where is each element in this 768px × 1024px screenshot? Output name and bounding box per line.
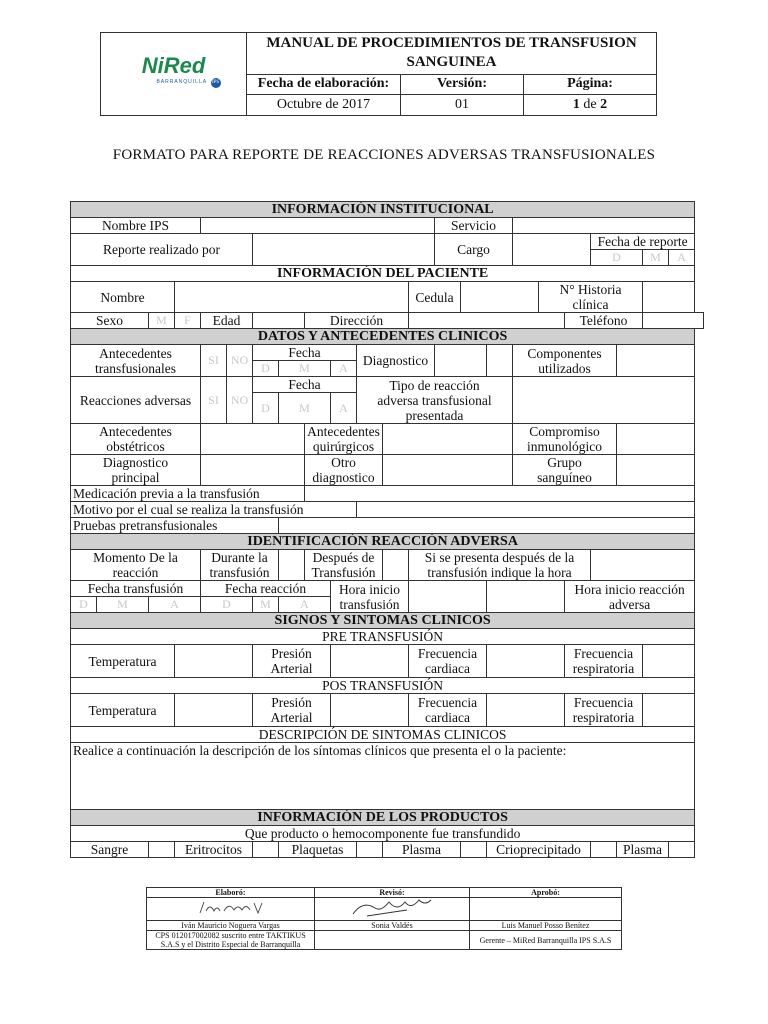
producto-sangre-check[interactable]: [149, 842, 175, 858]
hora-transf-field-2[interactable]: [487, 581, 565, 613]
document-header: [100, 32, 657, 116]
reacciones-no[interactable]: NO: [227, 377, 253, 424]
ant-transf-mes[interactable]: M: [279, 361, 331, 377]
diagnostico-field[interactable]: [435, 345, 487, 377]
fecha-reac-dia[interactable]: D: [201, 597, 253, 613]
logo-text: NiRed: [141, 53, 206, 78]
section-antecedentes: DATOS Y ANTECEDENTES CLINICOS: [71, 329, 695, 345]
fecha-reac-mes[interactable]: M: [253, 597, 279, 613]
pagina-value: 1 de 2: [524, 94, 657, 115]
approval-footer: [146, 887, 622, 950]
logo-subtitle: BARRANQUILLA: [156, 79, 208, 85]
fecha-transf-mes[interactable]: M: [97, 597, 149, 613]
fecha-transf-anio[interactable]: A: [149, 597, 201, 613]
tipo-reaccion-label: Tipo de reacción adversa transfusional presentada: [357, 377, 513, 424]
reporte-por-label: Reporte realizado por: [71, 234, 253, 266]
tipo-reaccion-field[interactable]: [513, 377, 695, 424]
producto-sangre: Sangre: [71, 842, 149, 858]
reacciones-si[interactable]: SI: [201, 377, 227, 424]
section-reaccion: IDENTIFICACIÓN REACCIÓN ADVERSA: [71, 534, 695, 550]
si-se-presenta-label: Si se presenta después de la transfusión indique la hora: [409, 550, 591, 581]
cedula-field[interactable]: [461, 282, 539, 313]
motivo-field[interactable]: [357, 502, 695, 518]
version-label: Versión:: [401, 74, 524, 94]
reviso-name: Sonia Valdés: [315, 921, 470, 931]
reacciones-anio[interactable]: A: [331, 393, 357, 424]
hora-reac-label: Hora inicio reacción adversa: [565, 581, 695, 613]
nombre-label: Nombre: [71, 282, 175, 313]
aprobo-signature: [470, 898, 622, 921]
sexo-m[interactable]: M: [149, 313, 175, 329]
pruebas-label: Pruebas pretransfusionales: [71, 518, 279, 534]
servicio-label: Servicio: [435, 218, 513, 234]
fecha-reac-anio[interactable]: A: [279, 597, 331, 613]
fecha-elaboracion-value: Octubre de 2017: [247, 94, 401, 115]
pagina-label: Página:: [524, 74, 657, 94]
pos-presion-field[interactable]: [331, 694, 409, 727]
sexo-label: Sexo: [71, 313, 149, 329]
reacciones-fecha-label: Fecha: [253, 377, 357, 393]
pre-temperatura-label: Temperatura: [71, 645, 175, 678]
ant-transf-anio[interactable]: A: [331, 361, 357, 377]
fecha-elaboracion-label: Fecha de elaboración:: [247, 74, 401, 94]
hora-transf-field[interactable]: [409, 581, 487, 613]
durante-check[interactable]: [279, 550, 305, 581]
edad-label: Edad: [201, 313, 253, 329]
diagnostico-label: Diagnostico: [357, 345, 435, 377]
historia-label: N° Historia clínica: [539, 282, 643, 313]
ant-transf-no[interactable]: NO: [227, 345, 253, 377]
diag-principal-label: Diagnostico principal: [71, 455, 201, 486]
pos-fr-field[interactable]: [643, 694, 695, 727]
grupo-label: Grupo sanguíneo: [513, 455, 617, 486]
componentes-field[interactable]: [617, 345, 695, 377]
inmunologico-label: Compromiso inmunológico: [513, 424, 617, 455]
fecha-transf-dia[interactable]: D: [71, 597, 97, 613]
producto-plasma-2-check[interactable]: [669, 842, 695, 858]
reviso-label: Revisó:: [315, 888, 470, 898]
pos-transfusion-label: POS TRANSFUSIÓN: [71, 678, 695, 694]
despues-label: Después de Transfusión: [305, 550, 383, 581]
reviso-signature: [315, 898, 470, 921]
reacciones-mes[interactable]: M: [279, 393, 331, 424]
reporte-por-field[interactable]: [253, 234, 435, 266]
historia-field[interactable]: [643, 282, 695, 313]
pre-fc-field[interactable]: [487, 645, 565, 678]
fecha-reac-label: Fecha reacción: [201, 581, 331, 597]
medicacion-label: Medicación previa a la transfusión: [71, 486, 305, 502]
telefono-field[interactable]: [643, 313, 704, 329]
pre-fr-label: Frecuencia respiratoria: [565, 645, 643, 678]
section-signos: SIGNOS Y SINTOMAS CLINICOS: [71, 613, 695, 629]
ant-transf-dia[interactable]: D: [253, 361, 279, 377]
producto-plasma: Plasma: [383, 842, 461, 858]
telefono-label: Teléfono: [565, 313, 643, 329]
section-institucional: INFORMACIÓN INSTITUCIONAL: [71, 202, 695, 218]
elaboro-name: Iván Mauricio Noguera Vargas: [147, 921, 315, 931]
cedula-label: Cedula: [409, 282, 461, 313]
servicio-field[interactable]: [513, 218, 695, 234]
form-title: FORMATO PARA REPORTE DE REACCIONES ADVERSAS TRANSFUSIONALES: [112, 147, 656, 163]
logo-badge: IPS: [211, 78, 221, 88]
pre-transfusion-label: PRE TRANSFUSIÓN: [71, 629, 695, 645]
pos-temperatura-field[interactable]: [175, 694, 253, 727]
section-paciente: INFORMACIÓN DEL PACIENTE: [71, 266, 695, 282]
pos-fc-field[interactable]: [487, 694, 565, 727]
quirurgicos-label: Antecedentes quirúrgicos: [305, 424, 383, 455]
durante-label: Durante la transfusión: [201, 550, 279, 581]
reacciones-dia[interactable]: D: [253, 393, 279, 424]
momento-label: Momento De la reacción: [71, 550, 201, 581]
producto-plasma-2: Plasma: [617, 842, 669, 858]
nombre-ips-field[interactable]: [201, 218, 435, 234]
edad-field[interactable]: [253, 313, 305, 329]
producto-plaquetas: Plaquetas: [279, 842, 357, 858]
report-form: [70, 201, 704, 858]
producto-plaquetas-check[interactable]: [357, 842, 383, 858]
motivo-label: Motivo por el cual se realiza la transfusión: [71, 502, 357, 518]
pre-presion-field[interactable]: [331, 645, 409, 678]
manual-title: MANUAL DE PROCEDIMIENTOS DE TRANSFUSION SANGUINEA: [247, 33, 657, 75]
cargo-field[interactable]: [513, 234, 591, 266]
reviso-role: [315, 931, 470, 950]
aprobo-name: Luis Manuel Posso Benítez: [470, 921, 622, 931]
hora-despues-field[interactable]: [591, 550, 695, 581]
version-value: 01: [401, 94, 524, 115]
medicacion-field[interactable]: [305, 486, 695, 502]
pre-fr-field[interactable]: [643, 645, 695, 678]
obstetricos-field[interactable]: [201, 424, 305, 455]
pre-temperatura-field[interactable]: [175, 645, 253, 678]
pos-fr-label: Frecuencia respiratoria: [565, 694, 643, 727]
producto-eritrocitos-check[interactable]: [253, 842, 279, 858]
cargo-label: Cargo: [435, 234, 513, 266]
pre-presion-label: Presión Arterial: [253, 645, 331, 678]
ant-transf-fecha-label: Fecha: [253, 345, 357, 361]
elaboro-role: CPS 012017002082 suscrito entre TAKTIKUS S.A.S y el Distrito Especial de Barranquilla: [147, 931, 315, 950]
descripcion-label: DESCRIPCIÓN DE SINTOMAS CLINICOS: [71, 727, 695, 743]
logo: [101, 33, 247, 116]
despues-check[interactable]: [383, 550, 409, 581]
section-productos: INFORMACIÓN DE LOS PRODUCTOS: [71, 810, 695, 826]
producto-crio-check[interactable]: [591, 842, 617, 858]
producto-plasma-check[interactable]: [461, 842, 487, 858]
elaboro-signature: [147, 898, 315, 921]
nombre-field[interactable]: [175, 282, 409, 313]
fecha-reporte-mes[interactable]: M: [643, 250, 669, 266]
nombre-ips-label: Nombre IPS: [71, 218, 201, 234]
diag-principal-field[interactable]: [201, 455, 305, 486]
fecha-reporte-anio[interactable]: A: [669, 250, 695, 266]
elaboro-label: Elaboró:: [147, 888, 315, 898]
aprobo-role: Gerente – MiRed Barranquilla IPS S.A.S: [470, 931, 622, 950]
que-producto-label: Que producto o hemocomponente fue transfundido: [71, 826, 695, 842]
ant-transf-si[interactable]: SI: [201, 345, 227, 377]
pre-fc-label: Frecuencia cardiaca: [409, 645, 487, 678]
diagnostico-field-2[interactable]: [487, 345, 513, 377]
hora-transf-label: Hora inicio transfusión: [331, 581, 409, 613]
producto-crioprecipitado: Crioprecipitado: [487, 842, 591, 858]
direccion-field[interactable]: [409, 313, 565, 329]
componentes-label: Componentes utilizados: [513, 345, 617, 377]
pos-fc-label: Frecuencia cardiaca: [409, 694, 487, 727]
otro-diag-field[interactable]: [383, 455, 513, 486]
reacciones-label: Reacciones adversas: [71, 377, 201, 424]
aprobo-label: Aprobó:: [470, 888, 622, 898]
inmunologico-field[interactable]: [617, 424, 695, 455]
pos-presion-label: Presión Arterial: [253, 694, 331, 727]
pos-temperatura-label: Temperatura: [71, 694, 175, 727]
sexo-f[interactable]: F: [175, 313, 201, 329]
obstetricos-label: Antecedentes obstétricos: [71, 424, 201, 455]
pruebas-field[interactable]: [279, 518, 695, 534]
fecha-reporte-label: Fecha de reporte: [591, 234, 695, 250]
quirurgicos-field[interactable]: [383, 424, 513, 455]
grupo-field[interactable]: [617, 455, 695, 486]
descripcion-field[interactable]: Realice a continuación la descripción de los síntomas clínicos que presenta el o la paciente:: [71, 743, 695, 810]
fecha-reporte-dia[interactable]: D: [591, 250, 643, 266]
otro-diag-label: Otro diagnostico: [305, 455, 383, 486]
ant-transfusionales-label: Antecedentes transfusionales: [71, 345, 201, 377]
fecha-transf-label: Fecha transfusión: [71, 581, 201, 597]
direccion-label: Dirección: [305, 313, 409, 329]
producto-eritrocitos: Eritrocitos: [175, 842, 253, 858]
